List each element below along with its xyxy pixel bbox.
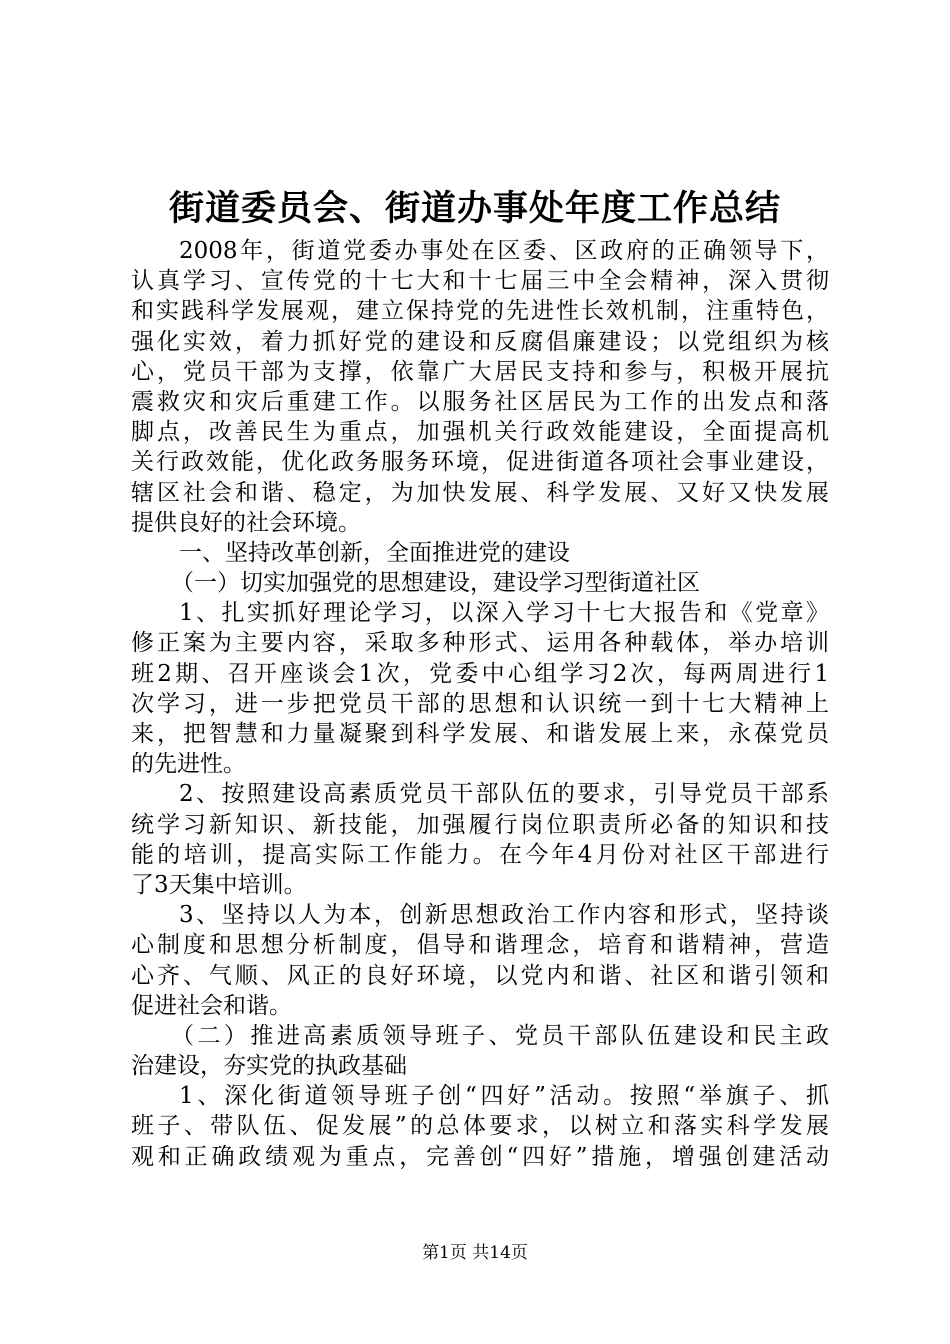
section-heading: 一、坚持改革创新，全面推进党的建设 [179, 539, 570, 566]
document-title: 街道委员会、街道办事处年度工作总结 [168, 188, 781, 229]
text-line: 班子、带队伍、促发展”的总体要求，以树立和落实科学发展 [131, 1113, 829, 1140]
text-line: 脚点，改善民生为重点，加强机关行政效能建设，全面提高机 [131, 419, 829, 446]
text-line: 班2期、召开座谈会1次，党委中心组学习2次，每两周进行1 [131, 660, 829, 687]
text-line: 来，把智慧和力量凝聚到科学发展、和谐发展上来，永葆党员 [131, 721, 829, 747]
text-line: 观和正确政绩观为重点，完善创“四好”措施，增强创建活动 [131, 1143, 829, 1170]
subsection-heading: （二）推进高素质领导班子、党员干部队伍建设和民主政 [171, 1022, 829, 1049]
text-line: 1、深化街道领导班子创“四好”活动。按照“举旗子、抓 [179, 1083, 829, 1110]
text-line: 统学习新知识、新技能，加强履行岗位职责所必备的知识和技 [131, 811, 829, 838]
page-number-footer: 第1页 共14页 [422, 1243, 528, 1263]
subsection-heading: （一）切实加强党的思想建设，建设学习型街道社区 [171, 570, 700, 597]
text-line: 强化实效，着力抓好党的建设和反腐倡廉建设；以党组织为核 [131, 328, 829, 355]
text-line: 2、按照建设高素质党员干部队伍的要求，引导党员干部系 [179, 781, 829, 808]
text-line: 和实践科学发展观，建立保持党的先进性长效机制，注重特色， [131, 298, 829, 325]
text-line: 提供良好的社会环境。 [131, 509, 361, 536]
text-line: 修正案为主要内容，采取多种形式、运用各种载体，举办培训 [131, 630, 829, 657]
text-line: 3、坚持以人为本，创新思想政治工作内容和形式，坚持谈 [179, 902, 829, 929]
text-line: 1、扎实抓好理论学习，以深入学习十七大报告和《党章》 [179, 600, 829, 627]
text-line: 次学习，进一步把党员干部的思想和认识统一到十七大精神上 [131, 690, 829, 717]
text-line: 震救灾和灾后重建工作。以服务社区居民为工作的出发点和落 [131, 388, 829, 415]
text-line: 促进社会和谐。 [131, 992, 292, 1019]
text-line: 认真学习、宣传党的十七大和十七届三中全会精神，深入贯彻 [131, 268, 829, 295]
text-line: 心，党员干部为支撑，依靠广大居民支持和参与，积极开展抗 [131, 358, 829, 385]
subsection-heading: 治建设，夯实党的执政基础 [131, 1053, 407, 1080]
text-line: 的先进性。 [131, 751, 246, 778]
text-line: 心齐、气顺、风正的良好环境，以党内和谐、社区和谐引领和 [131, 962, 829, 989]
text-line: 了3天集中培训。 [131, 871, 307, 898]
document-body [131, 236, 829, 1172]
text-line: 能的培训，提高实际工作能力。在今年4月份对社区干部进行 [131, 841, 829, 868]
text-line: 心制度和思想分析制度，倡导和谐理念，培育和谐精神，营造 [131, 932, 829, 959]
text-line: 2008年，街道党委办事处在区委、区政府的正确领导下， [179, 238, 829, 264]
text-line: 关行政效能，优化政务服务环境，促进街道各项社会事业建设， [131, 449, 829, 476]
text-line: 辖区社会和谐、稳定，为加快发展、科学发展、又好又快发展 [131, 479, 829, 506]
